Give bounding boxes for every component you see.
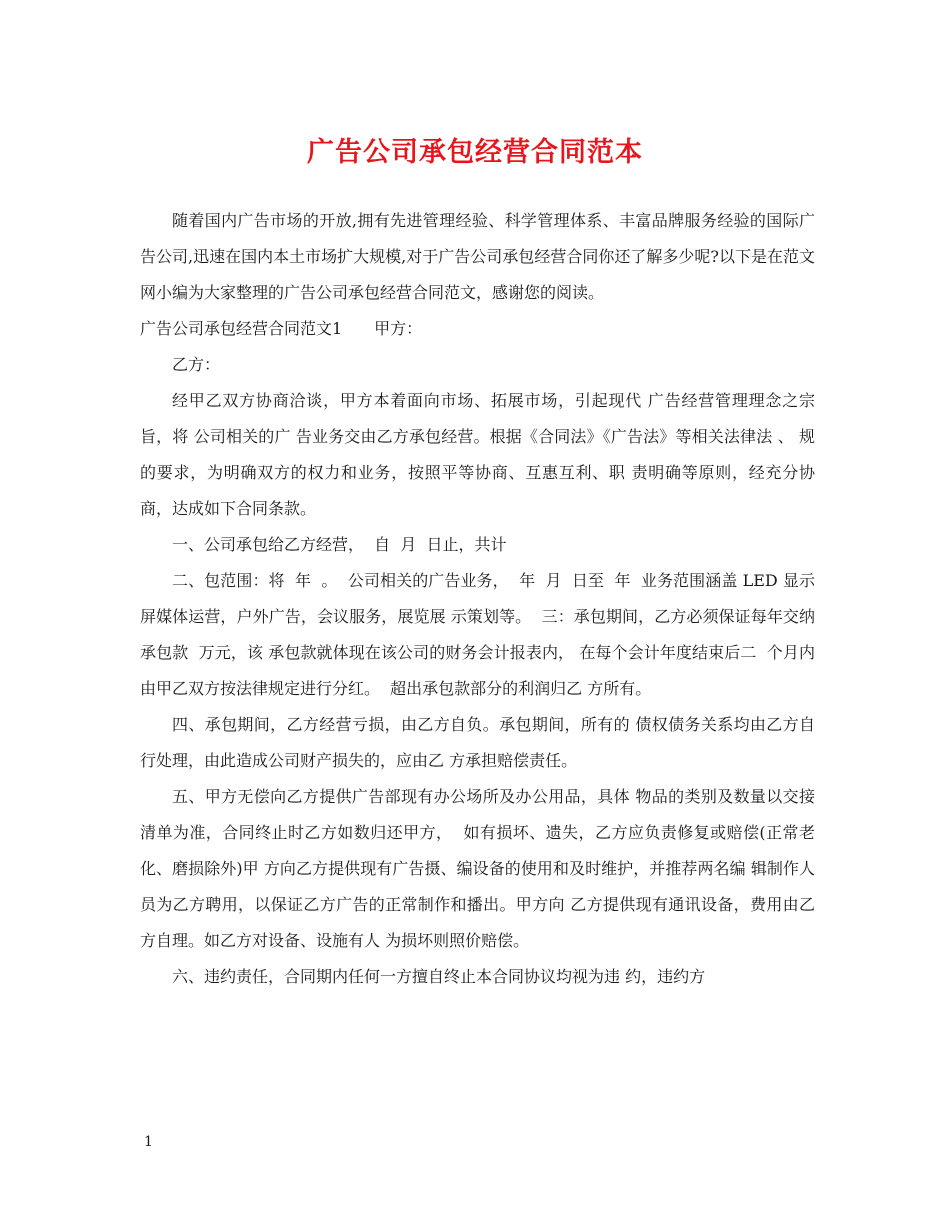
- paragraph-intro: 随着国内广告市场的开放,拥有先进管理经验、科学管理体系、丰富品牌服务经验的国际广告公司,迅速在国内本土市场扩大规模,对于广告公司承包经营合同你还了解多少呢?以下是在范文网小编为大家整理的广告公司承包经营合同范文，感谢您的阅读。: [140, 211, 815, 302]
- paragraph-party-b: 乙方：: [172, 355, 221, 374]
- paragraph-clause-6: 六、违约责任，合同期内任何一方擅自终止本合同协议均视为违 约，违约方: [172, 967, 706, 986]
- paragraph-clause-1: 一、公司承包给乙方经营， 自 月 日止，共计: [172, 535, 507, 554]
- paragraph-clause-5: 五、甲方无偿向乙方提供广告部现有办公场所及办公用品，具体 物品的类别及数量以交接清单为准，合同终止时乙方如数归还甲方， 如有损坏、遗失，乙方应负责修复或赔偿(正常老化、磨损除外)甲 方向乙方提供现有广告摄、编设备的使用和及时维护，并推荐两名编 辑制作人员为乙方聘用，以保证乙方广告的正常制作和播出。甲方向 乙方提供现有通讯设备，费用由乙方自理。如乙方对设备、设施有人 为损坏则照价赔偿。: [140, 787, 815, 950]
- document-title: 广告公司承包经营合同范本: [307, 137, 643, 168]
- paragraph-contract-heading: 广告公司承包经营合同范文1 甲方：: [140, 319, 423, 338]
- document-body: [140, 203, 815, 995]
- paragraph-clause-2: 二、包范围：将 年 。 公司相关的广告业务， 年 月 日至 年 业务范围涵盖 LED 显示屏媒体运营，户外广告，会议服务，展览展 示策划等。 三：承包期间，乙方必须保证每年交纳承包款 万元，该 承包款就体现在该公司的财务会计报表内， 在每个会计年度结束后二 个月内由甲乙双方按法律规定进行分红。 超出承包款部分的利润归乙 方所有。: [140, 571, 815, 698]
- page-number: 1: [144, 1134, 153, 1150]
- paragraph-preamble: 经甲乙双方协商洽谈，甲方本着面向市场、拓展市场，引起现代 广告经营管理理念之宗旨，将 公司相关的广 告业务交由乙方承包经营。根据《合同法》《广告法》等相关法律法 、 规的要求，为明确双方的权力和业务，按照平等协商、互惠互利、职 责明确等原则，经充分协商，达成如下合同条款。: [140, 391, 815, 518]
- paragraph-clause-4: 四、承包期间，乙方经营亏损，由乙方自负。承包期间，所有的 债权债务关系均由乙方自行处理，由此造成公司财产损失的，应由乙 方承担赔偿责任。: [140, 715, 815, 770]
